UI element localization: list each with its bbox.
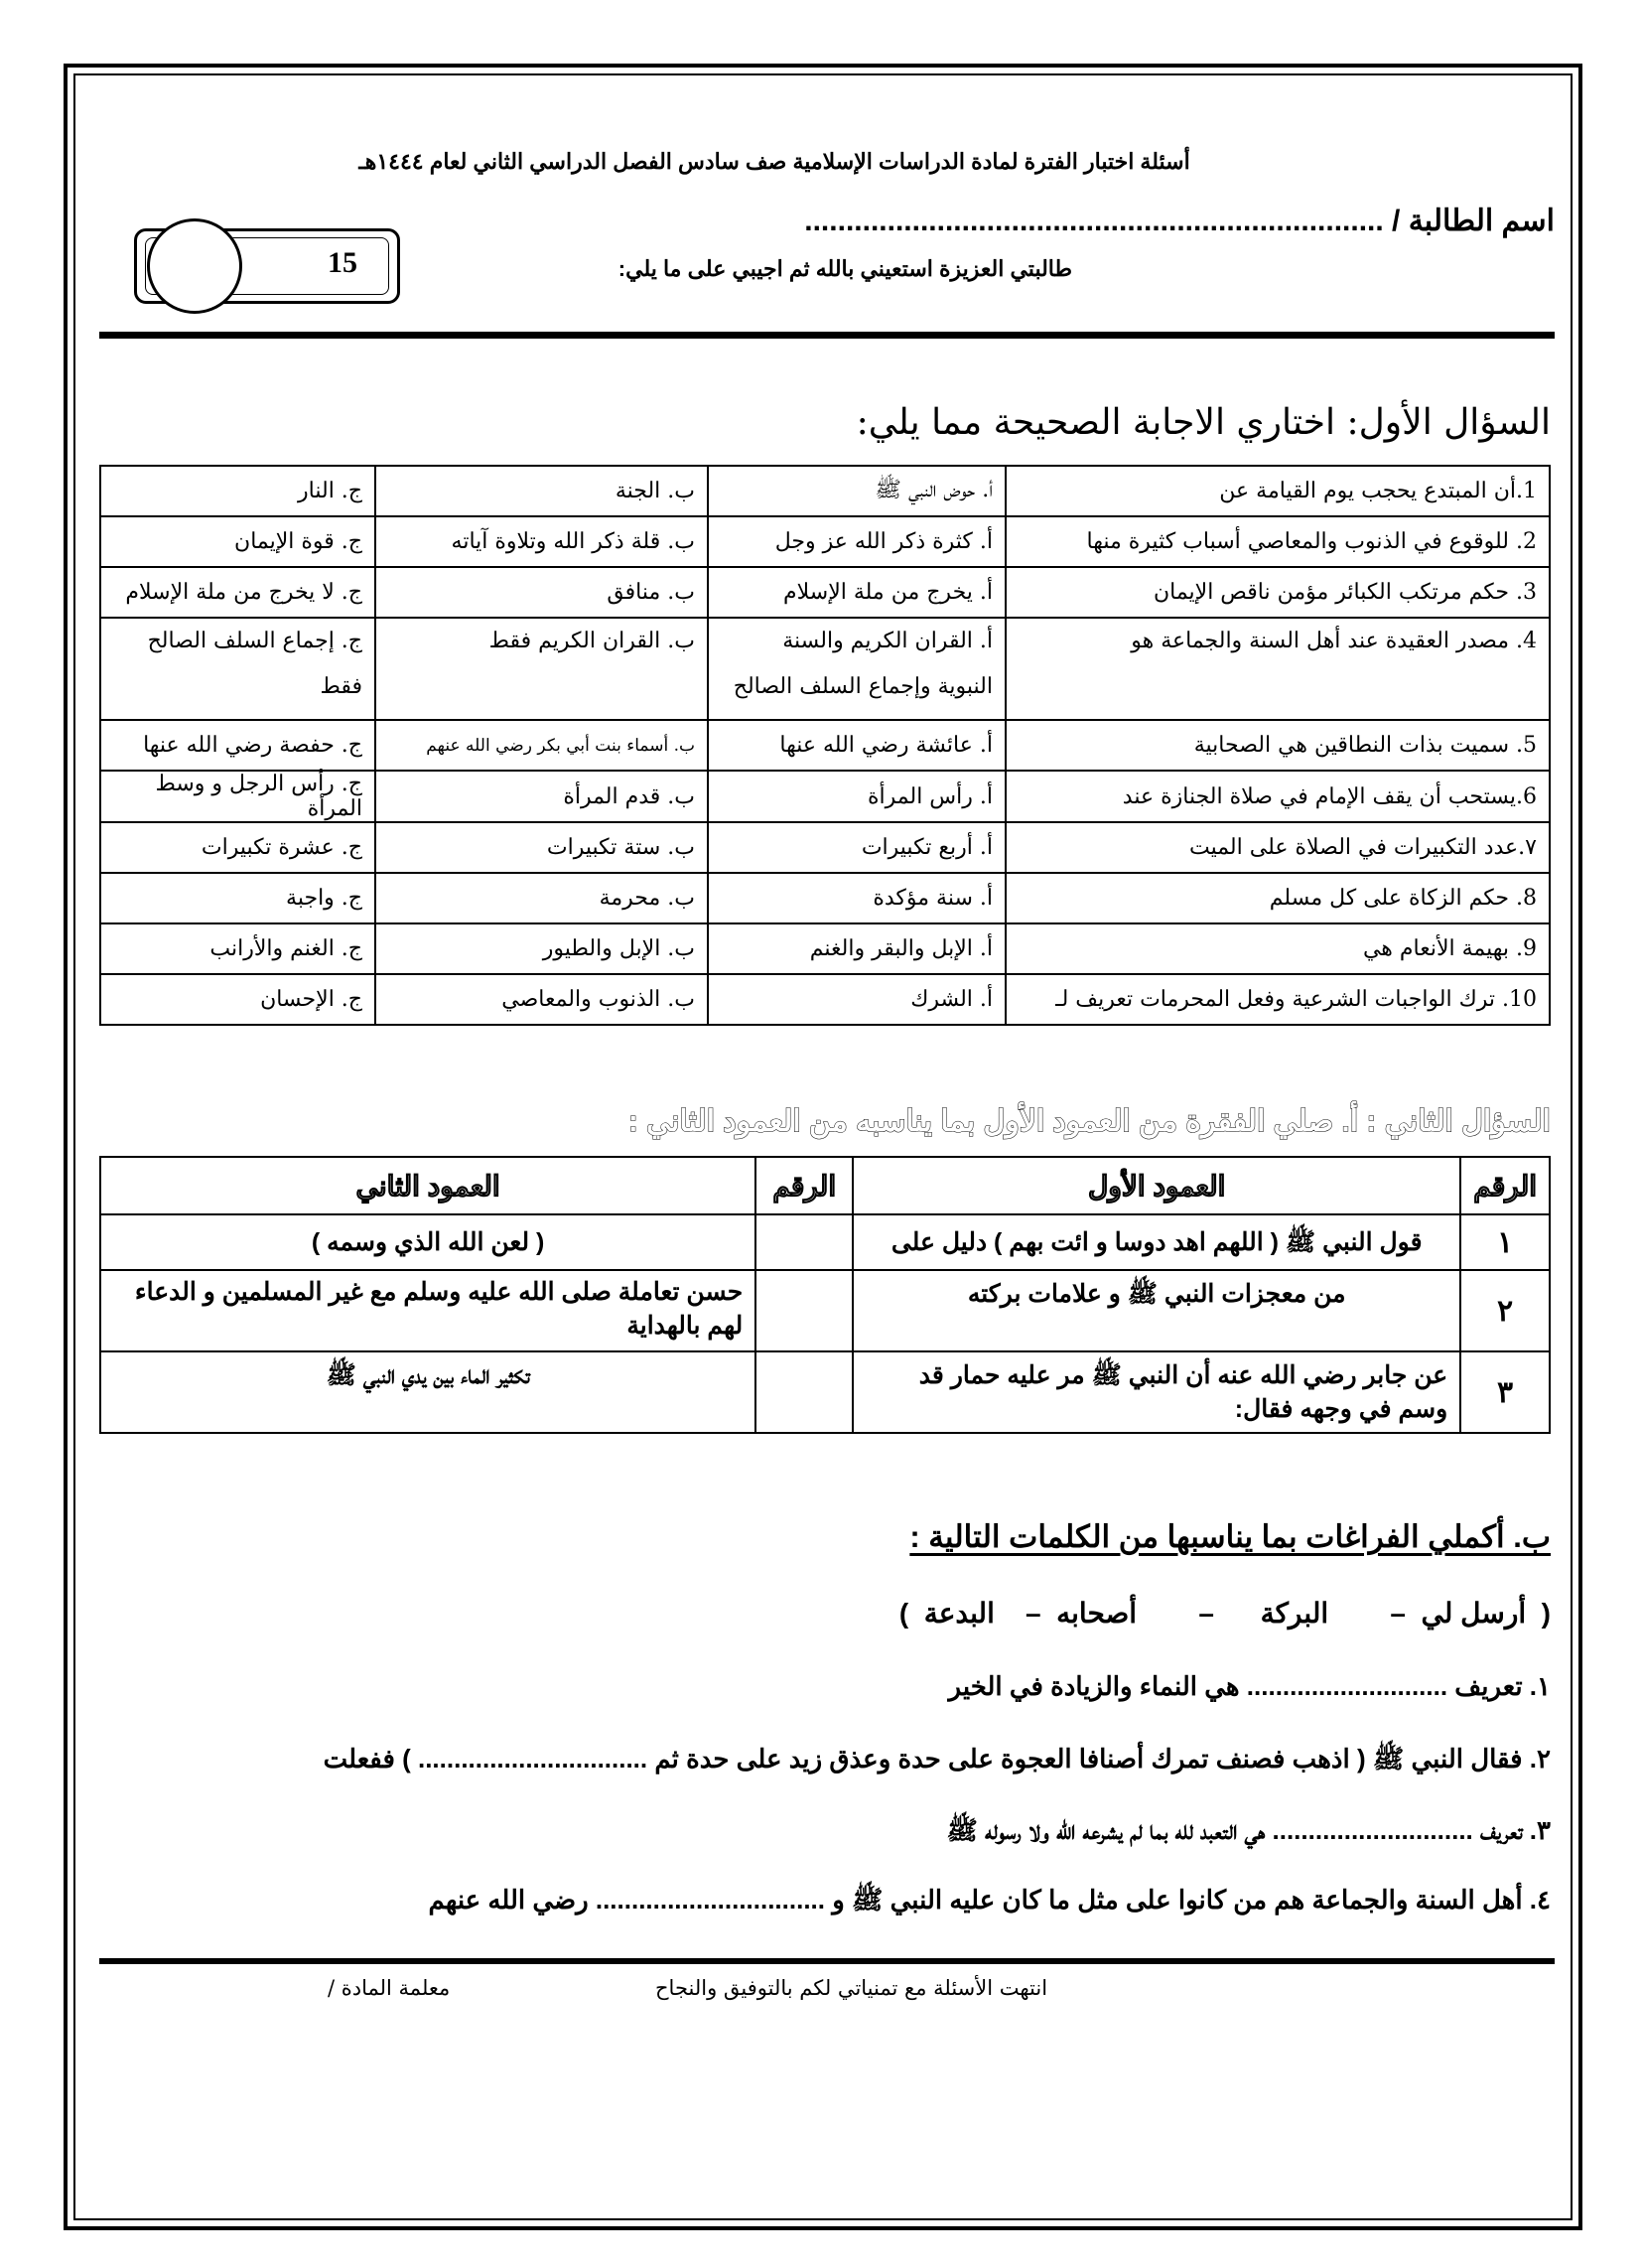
question-text: 9. بهيمة الأنعام هي (1006, 923, 1550, 974)
student-name-field[interactable]: اسم الطالبة / ...................................................................... (804, 205, 1555, 237)
word-bank (899, 1597, 1551, 1630)
column2-cell: حسن تعاملة صلى الله عليه وسلم مع غير المسلمين و الدعاء لهم بالهداية (100, 1270, 755, 1351)
divider (99, 332, 1555, 339)
option-a[interactable]: أ. كثرة ذكر الله عز وجل (708, 516, 1006, 567)
option-a[interactable]: أ. أربع تكبيرات (708, 822, 1006, 873)
option-b[interactable]: ب. قلة ذكر الله وتلاوة آياته (375, 516, 708, 567)
table-row (100, 1214, 1550, 1270)
option-a[interactable]: أ. رأس المرأة (708, 771, 1006, 822)
option-c[interactable]: ج. الإحسان (100, 974, 375, 1025)
fill-blank-item: ٣. تعريف ............................ هي التعبد لله بما لم يشرعه الله ولا رسوله ﷺ (946, 1815, 1551, 1845)
option-c[interactable]: ج. قوة الإيمان (100, 516, 375, 567)
table-row (100, 720, 1550, 771)
table-row (100, 618, 1550, 720)
divider (99, 1958, 1555, 1964)
option-b[interactable]: ب. محرمة (375, 873, 708, 923)
option-c[interactable]: ج. النار (100, 466, 375, 516)
option-b[interactable]: ب. الذنوب والمعاصي (375, 974, 708, 1025)
option-a[interactable]: أ. الإبل والبقر والغنم (708, 923, 1006, 974)
column2-cell: تكثير الماء بين يدي النبي ﷺ (100, 1351, 755, 1433)
option-c[interactable]: ج. عشرة تكبيرات (100, 822, 375, 873)
question-text: ٧.عدد التكبيرات في الصلاة على الميت (1006, 822, 1550, 873)
option-c[interactable]: ج. الغنم والأرانب (100, 923, 375, 974)
row-number: ٢ (1460, 1270, 1550, 1351)
table-row (100, 822, 1550, 873)
header-num: الرقم (1460, 1157, 1550, 1214)
question-text: 10. ترك الواجبات الشرعية وفعل المحرمات تعريف لـ (1006, 974, 1550, 1025)
option-a[interactable]: أ. يخرج من ملة الإسلام (708, 567, 1006, 618)
option-c[interactable]: ج. واجبة (100, 873, 375, 923)
option-c[interactable]: ج. حفصة رضي الله عنها (100, 720, 375, 771)
question-text: 3. حكم مرتكب الكبائر مؤمن ناقص الإيمان (1006, 567, 1550, 618)
table-row (100, 567, 1550, 618)
table-row (100, 1351, 1550, 1433)
option-c[interactable]: ج. لا يخرج من ملة الإسلام (100, 567, 375, 618)
table-row (100, 923, 1550, 974)
option-b[interactable]: ب. أسماء بنت أبي بكر رضي الله عنهم (375, 720, 708, 771)
word-bank-item: ( أرسل لي (1421, 1598, 1551, 1629)
column1-cell: قول النبي ﷺ ( اللهم اهد دوسا و ائت بهم ) دليل على (853, 1214, 1460, 1270)
column1-cell: من معجزات النبي ﷺ و علامات بركته (853, 1270, 1460, 1351)
table-row (100, 873, 1550, 923)
word-bank-item: – البركة (1260, 1598, 1422, 1629)
option-b[interactable]: ب. القران الكريم فقط (375, 618, 708, 720)
option-a[interactable]: أ. سنة مؤكدة (708, 873, 1006, 923)
option-b[interactable]: ب. قدم المرأة (375, 771, 708, 822)
answer-number-cell[interactable] (755, 1351, 853, 1433)
part-b-heading: ب. أكملي الفراغات بما يناسبها من الكلمات التالية : (909, 1519, 1551, 1554)
word-bank-item: – البدعة ) (898, 1598, 1057, 1629)
exam-title: أسئلة اختبار الفترة لمادة الدراسات الإسلامية صف سادس الفصل الدراسي الثاني لعام ١٤٤٤هـ (358, 149, 1190, 174)
option-a[interactable]: أ. الشرك (708, 974, 1006, 1025)
fill-blank-item: ١. تعريف ............................ هي النماء والزيادة في الخير (948, 1671, 1551, 1701)
option-a[interactable]: أ. حوض النبي ﷺ (708, 466, 1006, 516)
header-column2: العمود الثاني (100, 1157, 755, 1214)
table-row (100, 466, 1550, 516)
matching-table (99, 1156, 1551, 1434)
table-row (100, 1270, 1550, 1351)
question-text: 4. مصدر العقيدة عند أهل السنة والجماعة هو (1006, 618, 1550, 720)
closing-text: انتهت الأسئلة مع تمنياتي لكم بالتوفيق والنجاح (655, 1976, 1048, 2000)
table-row (100, 974, 1550, 1025)
row-number: ٣ (1460, 1351, 1550, 1433)
question1-table (99, 465, 1551, 1026)
question2-heading: السؤال الثاني : أ. صلي الفقرة من العمود الأول بما يناسبه من العمود الثاني : (627, 1105, 1551, 1138)
fill-blank-item: ٢. فقال النبي ﷺ ( اذهب فصنف تمرك أصنافا العجوة على حدة وعذق زيد على حدة ثم ................................ ) ففعلت (323, 1744, 1551, 1773)
answer-number-cell[interactable] (755, 1270, 853, 1351)
question-text: 8. حكم الزكاة على كل مسلم (1006, 873, 1550, 923)
option-b[interactable]: ب. منافق (375, 567, 708, 618)
instruction-text: طالبتي العزيزة استعيني بالله ثم اجيبي على ما يلي: (617, 256, 1072, 281)
option-b[interactable]: ب. ستة تكبيرات (375, 822, 708, 873)
header-num2: الرقم (755, 1157, 853, 1214)
grade-circle (147, 218, 242, 314)
column2-cell: ( لعن الله الذي وسمه ) (100, 1214, 755, 1270)
option-a[interactable]: أ. عائشة رضي الله عنها (708, 720, 1006, 771)
table-row (100, 771, 1550, 822)
question-text: 6.يستحب أن يقف الإمام في صلاة الجنازة عند (1006, 771, 1550, 822)
option-b[interactable]: ب. الإبل والطيور (375, 923, 708, 974)
column1-cell: عن جابر رضي الله عنه أن النبي ﷺ مر عليه حمار قد وسم في وجهه فقال: (853, 1351, 1460, 1433)
total-score: 15 (328, 246, 357, 279)
option-b[interactable]: ب. الجنة (375, 466, 708, 516)
question-text: 2. للوقوع في الذنوب والمعاصي أسباب كثيرة منها (1006, 516, 1550, 567)
table-row (100, 516, 1550, 567)
fill-blank-item: ٤. أهل السنة والجماعة هم من كانوا على مثل ما كان عليه النبي ﷺ و ................................ رضي الله عنهم (428, 1885, 1551, 1914)
answer-number-cell[interactable] (755, 1214, 853, 1270)
question-text: 1.أن المبتدع يحجب يوم القيامة عن (1006, 466, 1550, 516)
teacher-label: معلمة المادة / (328, 1976, 451, 2000)
option-c[interactable]: ج. رأس الرجل و وسط المرأة (100, 771, 375, 822)
option-a[interactable]: أ. القران الكريم والسنة النبوية وإجماع السلف الصالح (708, 618, 1006, 720)
header-column1: العمود الأول (853, 1157, 1460, 1214)
option-c[interactable]: ج. إجماع السلف الصالح فقط (100, 618, 375, 720)
row-number: ١ (1460, 1214, 1550, 1270)
question-text: 5. سميت بذات النطاقين هي الصحابية (1006, 720, 1550, 771)
question1-heading: السؤال الأول: اختاري الاجابة الصحيحة مما يلي: (856, 402, 1551, 443)
word-bank-item: – أصحابه (1056, 1598, 1261, 1629)
